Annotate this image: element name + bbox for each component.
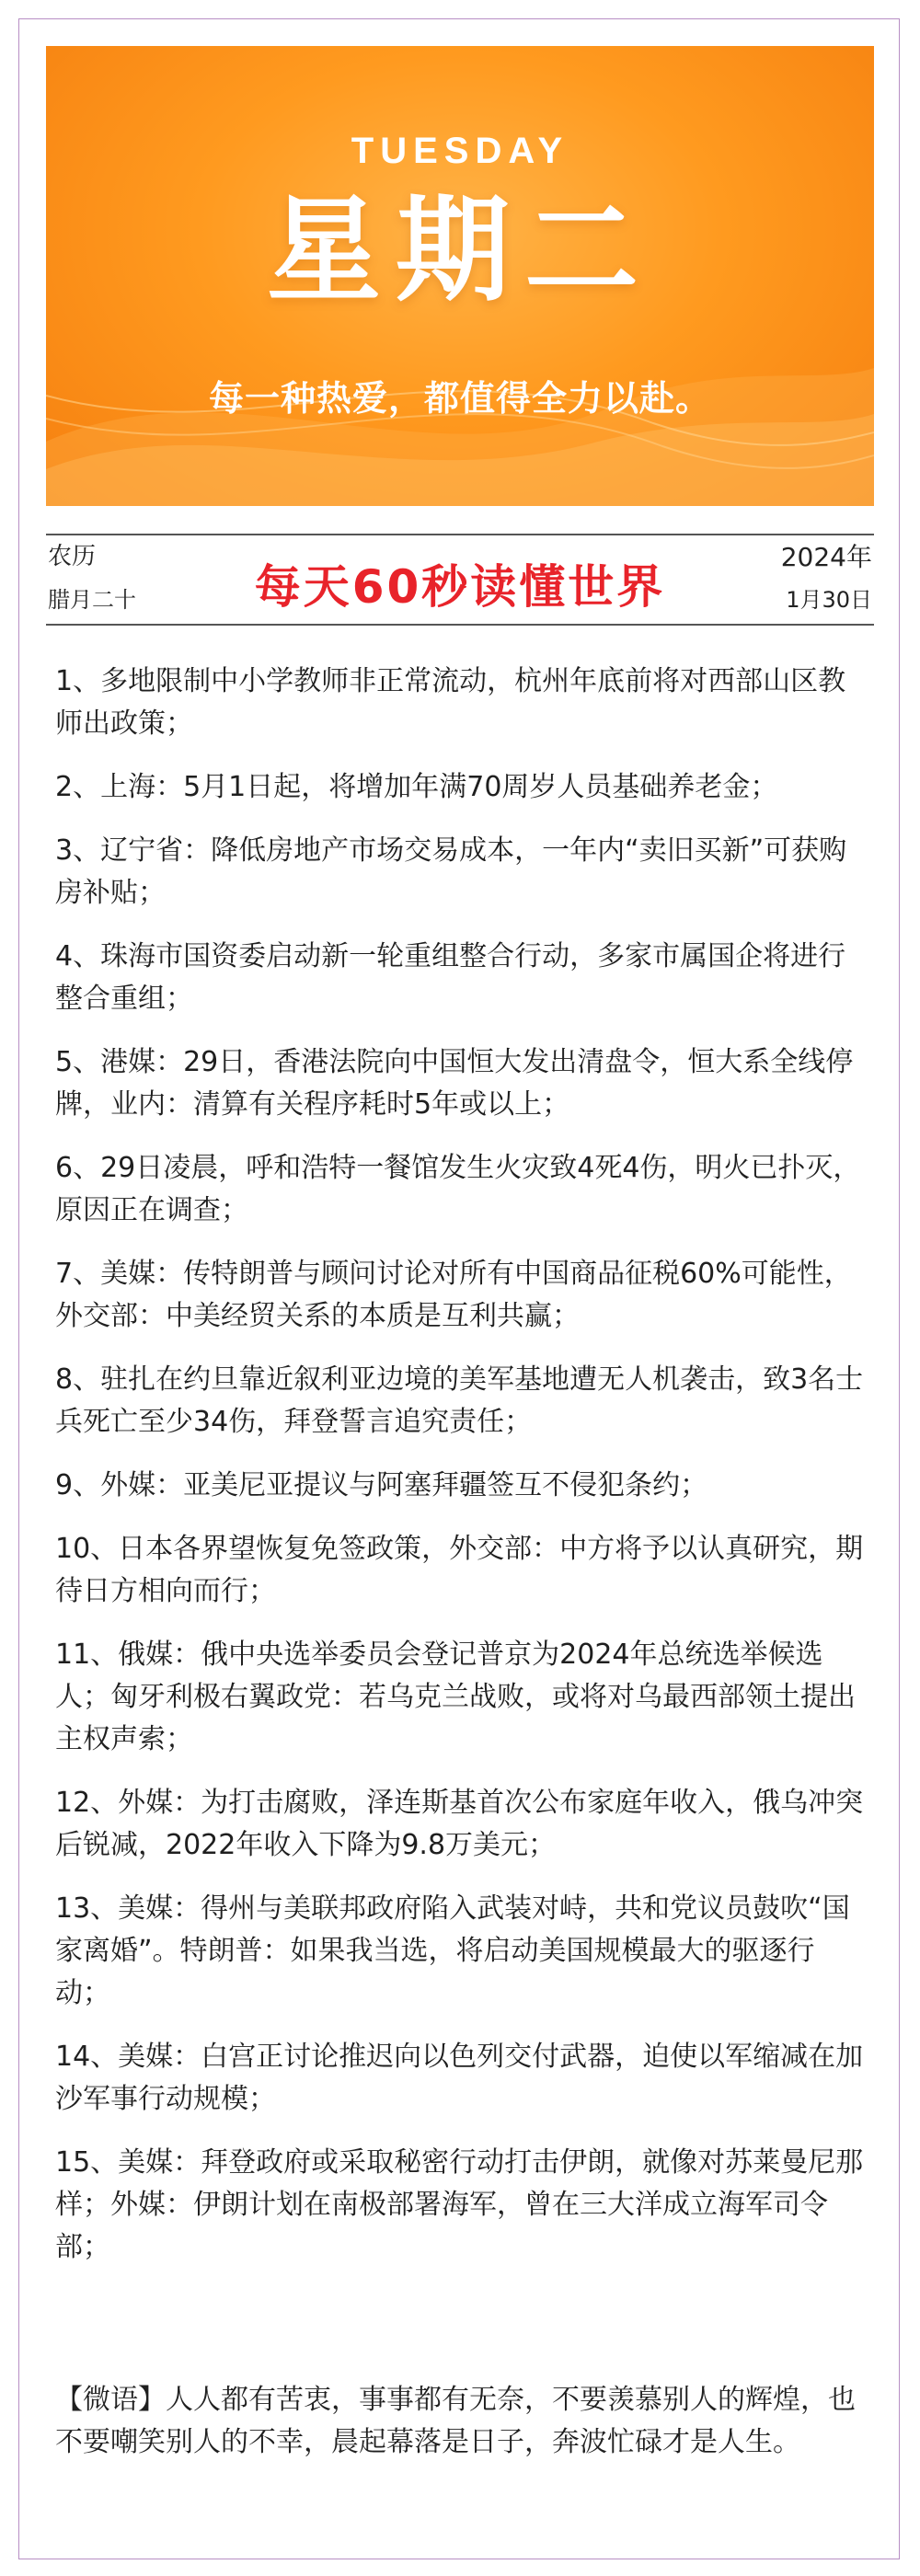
banner-slogan: 每一种热爱，都值得全力以赴。 bbox=[208, 378, 711, 419]
news-list bbox=[55, 661, 865, 2290]
news-item: 10、日本各界望恢复免签政策，外交部：中方将予以认真研究，期待日方相向而行； bbox=[55, 1533, 864, 1607]
news-item: 6、29日凌晨，呼和浩特一餐馆发生火灾致4死4伤，明火已扑灭，原因正在调查； bbox=[55, 1152, 861, 1226]
news-item: 14、美媒：白宫正讨论推迟向以色列交付武器，迫使以军缩减在加沙军事行动规模； bbox=[55, 2041, 864, 2115]
header-top-rule bbox=[46, 534, 874, 535]
news-item: 7、美媒：传特朗普与顾问讨论对所有中国商品征税60%可能性，外交部：中美经贸关系的本质是互利共赢； bbox=[55, 1258, 852, 1332]
news-item: 2、上海：5月1日起，将增加年满70周岁人员基础养老金； bbox=[55, 771, 778, 803]
news-item: 8、驻扎在约旦靠近叙利亚边境的美军基地遭无人机袭击，致3名士兵死亡至少34伤，拜登誓言追究责任； bbox=[55, 1363, 864, 1438]
news-item: 13、美媒：得州与美联邦政府陷入武装对峙，共和党议员鼓吹“国家离婚”。特朗普：如果我当选，将启动美国规模最大的驱逐行动； bbox=[55, 1892, 850, 2009]
news-item: 5、港媒：29日，香港法院向中国恒大发出清盘令，恒大系全线停牌，业内：清算有关程序耗时5年或以上； bbox=[55, 1046, 854, 1121]
weekday-banner bbox=[46, 46, 874, 506]
date-label: 1月30日 bbox=[786, 587, 872, 613]
weekday-english: TUESDAY bbox=[351, 131, 569, 171]
news-item: 9、外媒：亚美尼亚提议与阿塞拜疆签互不侵犯条约； bbox=[55, 1469, 708, 1501]
news-item: 12、外媒：为打击腐败，泽连斯基首次公布家庭年收入，俄乌冲突后锐减，2022年收入下降为9.8万美元； bbox=[55, 1787, 864, 1861]
daily-motto: 【微语】人人都有苦衷，事事都有无奈，不要羡慕别人的辉煌，也不要嘲笑别人的不幸，晨起幕落是日子，奔波忙碌才是人生。 bbox=[55, 2384, 856, 2458]
news-item: 3、辽宁省：降低房地产市场交易成本，一年内“卖旧买新”可获购房补贴； bbox=[55, 834, 847, 909]
year-label: 2024年 bbox=[780, 542, 872, 572]
news-item: 11、俄媒：俄中央选举委员会登记普京为2024年总统选举候选人；匈牙利极右翼政党：若乌克兰战败，或将对乌最西部领土提出主权声索； bbox=[55, 1639, 856, 1755]
header-bottom-rule bbox=[46, 624, 874, 626]
news-item: 4、珠海市国资委启动新一轮重组整合行动，多家市属国企将进行整合重组； bbox=[55, 940, 846, 1015]
news-item: 15、美媒：拜登政府或采取秘密行动打击伊朗，就像对苏莱曼尼那样；外媒：伊朗计划在南极部署海军，曾在三大洋成立海军司令部； bbox=[55, 2146, 864, 2263]
lunar-date: 腊月二十 bbox=[48, 587, 136, 613]
lunar-calendar-label: 农历 bbox=[48, 543, 97, 570]
weekday-chinese: 星期二 bbox=[266, 185, 653, 317]
page-title: 每天60秒读懂世界 bbox=[254, 560, 666, 614]
news-item: 1、多地限制中小学教师非正常流动，杭州年底前将对西部山区教师出政策； bbox=[55, 665, 846, 740]
